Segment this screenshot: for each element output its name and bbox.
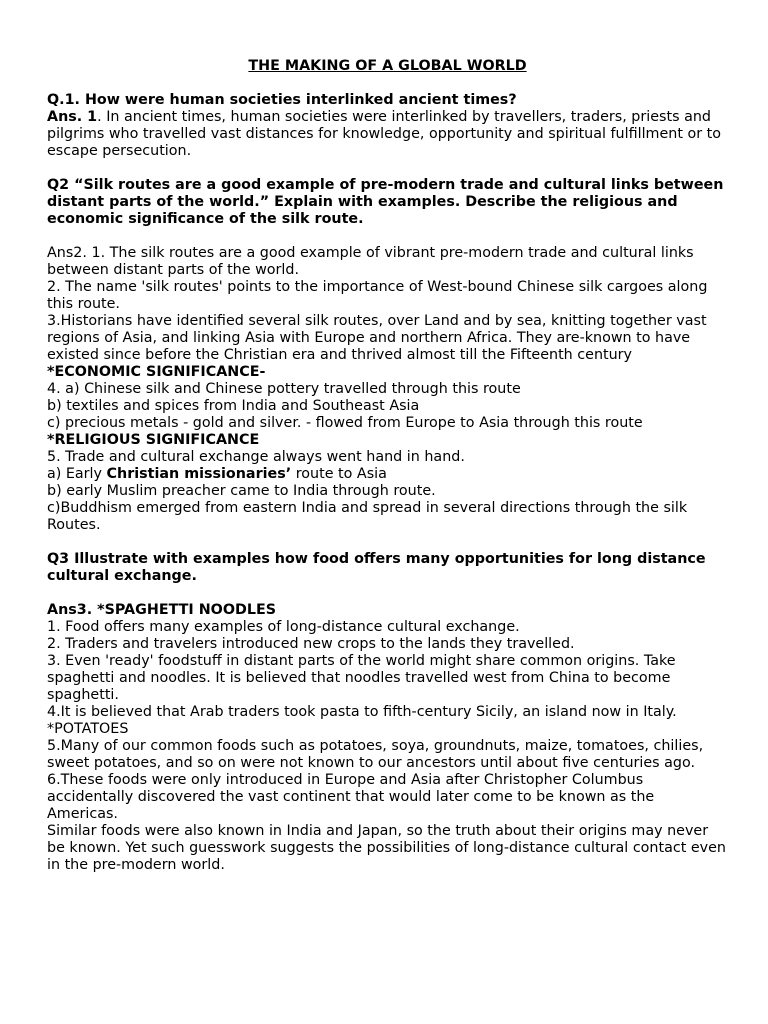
spacer — [47, 160, 728, 177]
religious-point-2-pre: a) Early — [47, 466, 107, 482]
q1-answer — [47, 109, 728, 160]
spacer — [47, 85, 728, 92]
q3-point-6: 6.These foods were only introduced in Europe and Asia after Christopher Columbus accidentally discovered the vast continent that would later come to be known as the Americas. — [47, 772, 655, 822]
page-title: THE MAKING OF A GLOBAL WORLD — [248, 58, 527, 74]
q3-point-4: 4.It is believed that Arab traders took pasta to fifth-century Sicily, an island now in Italy. — [47, 704, 677, 720]
economic-point-3: c) precious metals - gold and silver. - flowed from Europe to Asia through this route — [47, 415, 643, 431]
religious-point-2-post: route to Asia — [291, 466, 387, 482]
spacer — [47, 534, 728, 551]
q3-question: Q3 Illustrate with examples how food offers many opportunities for long distance cultural exchange. — [47, 551, 706, 584]
q3-answer-heading: Ans3. *SPAGHETTI NOODLES — [47, 602, 277, 618]
religious-point-2-bold: Christian missionaries’ — [106, 466, 292, 482]
q3-point-2: 2. Traders and travelers introduced new crops to the lands they travelled. — [47, 636, 575, 652]
spacer — [47, 585, 728, 602]
religious-point-5: Routes. — [47, 517, 101, 533]
religious-point-1: 5. Trade and cultural exchange always went hand in hand. — [47, 449, 465, 465]
religious-point-4: c)Buddhism emerged from eastern India and spread in several directions through the silk — [47, 500, 688, 516]
q3-point-3: 3. Even 'ready' foodstuff in distant parts of the world might share common origins. Take spaghetti and noodles. It is believed that noodles travelled west from China to become spaghetti. — [47, 653, 676, 703]
economic-heading: *ECONOMIC SIGNIFICANCE- — [47, 364, 266, 380]
q2-answer-1: Ans2. 1. The silk routes are a good example of vibrant pre-modern trade and cultural links between distant parts of the world. — [47, 245, 694, 278]
q1-answer-label: Ans. 1 — [47, 109, 98, 125]
q3-point-5: 5.Many of our common foods such as potatoes, soya, groundnuts, maize, tomatoes, chilies, sweet potatoes, and so on were not known to our ancestors until about five centuries ago. — [47, 738, 704, 771]
q2-answer-2: 2. The name 'silk routes' points to the importance of West-bound Chinese silk cargoes along this route. — [47, 279, 708, 312]
q3-point-7: Similar foods were also known in India and Japan, so the truth about their origins may never be known. Yet such guesswork suggests the possibilities of long-distance cultural contact even in the pre-modern world. — [47, 823, 726, 873]
q2-answer-3: 3.Historians have identified several silk routes, over Land and by sea, knitting together vast regions of Asia, and linking Asia with Europe and northern Africa. They are-known to have existed since before the Christian era and thrived almost till the Fifteenth century — [47, 313, 707, 363]
q2-question: Q2 “Silk routes are a good example of pre-modern trade and cultural links between distant parts of the world.” Explain with examples. Describe the religious and economic significance of the silk route. — [47, 177, 724, 227]
spacer — [47, 228, 728, 245]
economic-point-1: 4. a) Chinese silk and Chinese pottery travelled through this route — [47, 381, 521, 397]
q1-question: Q.1. How were human societies interlinked ancient times? — [47, 92, 517, 108]
q3-point-1: 1. Food offers many examples of long-distance cultural exchange. — [47, 619, 520, 635]
religious-heading: *RELIGIOUS SIGNIFICANCE — [47, 432, 260, 448]
economic-point-2: b) textiles and spices from India and Southeast Asia — [47, 398, 420, 414]
q1-answer-text: . In ancient times, human societies were interlinked by travellers, traders, priests and pilgrims who travelled vast distances for knowledge, opportunity and spiritual fulfillment or to escape persecution. — [47, 109, 721, 159]
religious-point-3: b) early Muslim preacher came to India through route. — [47, 483, 436, 499]
potatoes-heading: *POTATOES — [47, 721, 129, 737]
religious-point-2 — [47, 466, 728, 483]
